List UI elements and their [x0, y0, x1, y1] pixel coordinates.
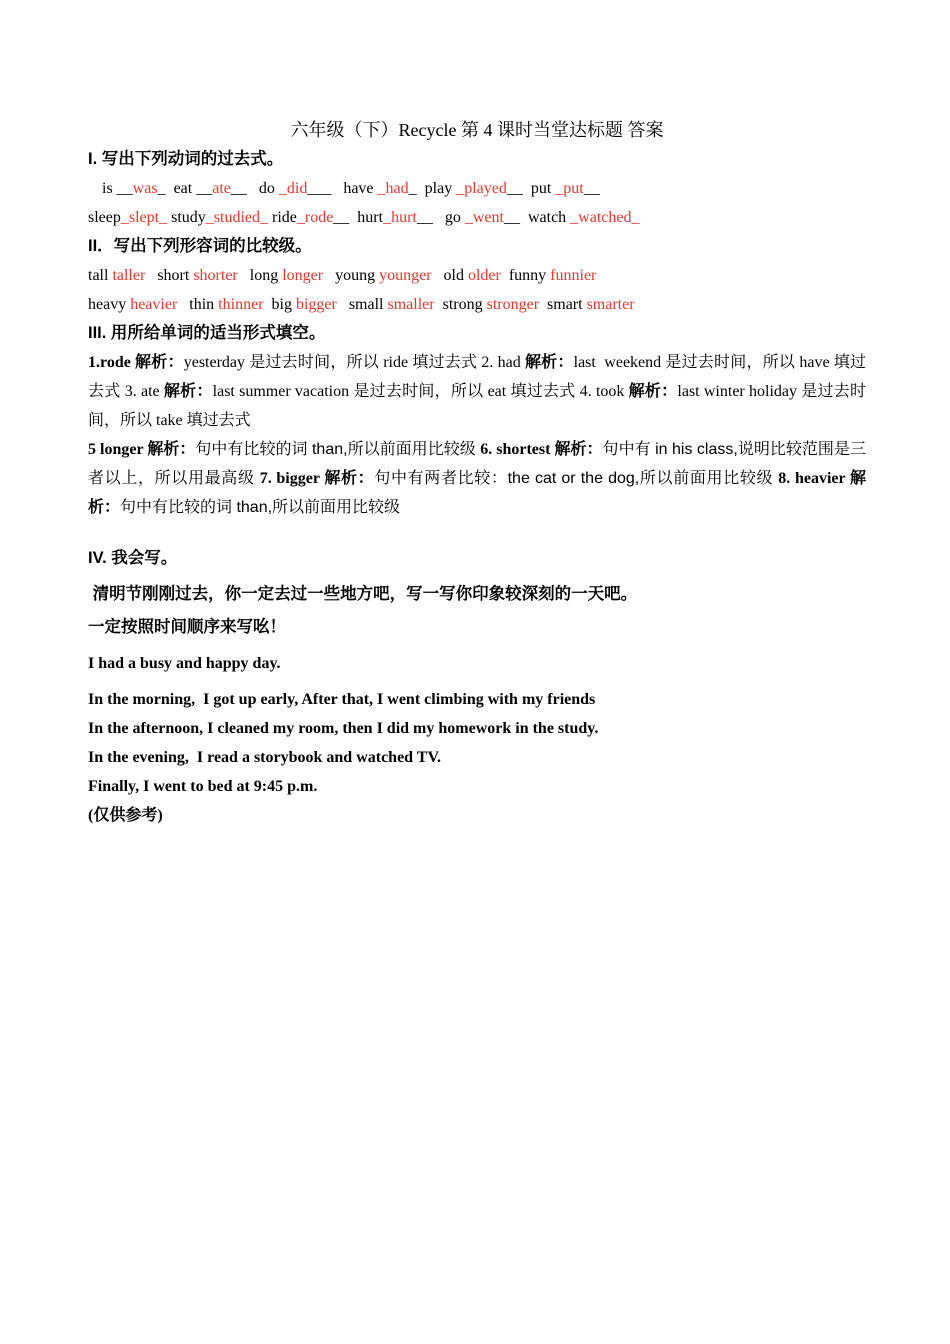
text-segment: 5 longer — [88, 441, 148, 458]
section-verbs — [88, 145, 866, 232]
fill-blanks-explanation-1-4 — [88, 348, 866, 435]
text-segment: small — [336, 296, 388, 313]
text-segment: funnier — [550, 267, 597, 284]
text-segment: smaller — [387, 296, 435, 313]
text-segment: _studied_ — [205, 209, 268, 226]
text-segment: __ — [230, 180, 259, 197]
text-segment: study — [167, 209, 206, 226]
section-writing-heading: IV. 我会写。 — [88, 549, 178, 567]
text-segment: smarter — [586, 296, 635, 313]
text-segment: hurt — [357, 209, 384, 226]
text-segment: big — [263, 296, 296, 313]
text-segment: have — [343, 180, 378, 197]
text-segment: eat __ — [173, 180, 213, 197]
section-fill-blanks — [88, 319, 866, 522]
text-segment: shorter — [193, 267, 238, 284]
text-segment: 解析： — [147, 441, 196, 458]
text-segment: ___ — [307, 180, 344, 197]
text-segment: last winter holiday 是过去时间，所以 take 填过去式 — [88, 383, 866, 429]
text-segment: 句中有 in his class,说明比较范围是三者以上，所以用最高级 — [88, 441, 866, 487]
text-segment: heavy — [88, 296, 131, 313]
text-segment: bigger — [295, 296, 337, 313]
text-segment: go — [444, 209, 465, 226]
text-segment: 6. shortest — [480, 441, 555, 458]
essay-sentence-4: In the evening, I read a storybook and watched TV. — [88, 749, 441, 766]
text-segment: __ — [416, 209, 445, 226]
text-segment: tall — [88, 267, 113, 284]
text-segment: _slept_ — [120, 209, 168, 226]
text-segment: longer — [282, 267, 324, 284]
text-segment: smart — [539, 296, 587, 313]
text-segment: 句中有比较的词 than,所以前面用比较级 — [120, 499, 401, 516]
text-segment: sleep — [88, 209, 121, 226]
text-segment: thinner — [218, 296, 264, 313]
text-segment: older — [467, 267, 501, 284]
text-segment: taller — [112, 267, 146, 284]
text-segment: funny — [500, 267, 551, 284]
document-title: 六年级（下）Recycle 第 4 课时当堂达标题 答案 — [290, 120, 664, 140]
text-segment: ate — [212, 180, 231, 197]
section-comparatives-heading: II．写出下列形容词的比较级。 — [88, 237, 312, 255]
text-segment: younger — [379, 267, 432, 284]
text-segment: _put — [555, 180, 584, 197]
text-segment: was — [132, 180, 158, 197]
text-segment: play — [424, 180, 457, 197]
text-segment: strong — [434, 296, 487, 313]
text-segment: __ — [503, 209, 528, 226]
text-segment: long — [237, 267, 283, 284]
text-segment: _did — [278, 180, 308, 197]
text-segment: 解析： — [135, 354, 184, 371]
essay-sentence-5: Finally, I went to bed at 9:45 p.m. — [88, 778, 318, 795]
text-segment: is __ — [102, 180, 133, 197]
text-segment: last summer vacation 是过去时间，所以 eat 填过去式 4. took — [212, 383, 629, 400]
verbs-line-2 — [88, 203, 866, 232]
text-segment: _ — [157, 180, 174, 197]
text-segment: _went — [464, 209, 504, 226]
text-segment: young — [323, 267, 380, 284]
essay-sentence-1: I had a busy and happy day. — [88, 655, 281, 672]
text-segment: 解析： — [628, 383, 678, 400]
text-segment: stronger — [486, 296, 540, 313]
text-segment: 句中有比较的词 than,所以前面用比较级 — [195, 441, 481, 458]
text-segment: _rode — [296, 209, 334, 226]
text-segment: 解析： — [554, 441, 603, 458]
section-fill-blanks-heading: III. 用所给单词的适当形式填空。 — [88, 324, 326, 342]
text-segment: 句中有两者比较：the cat or the dog,所以前面用比较级 — [374, 470, 779, 487]
text-segment: _watched_ — [570, 209, 640, 226]
text-segment: watch — [527, 209, 571, 226]
comparatives-line-1 — [88, 261, 866, 290]
comparatives-line-2 — [88, 290, 866, 319]
text-segment: __ — [506, 180, 531, 197]
text-segment: _ — [408, 180, 425, 197]
text-segment: 解析： — [163, 383, 213, 400]
section-verbs-heading: I. 写出下列动词的过去式。 — [88, 150, 284, 168]
text-segment: put — [530, 180, 556, 197]
text-segment: ride — [267, 209, 297, 226]
text-segment: 解析： — [524, 354, 574, 371]
text-segment: __ — [333, 209, 358, 226]
text-segment: __ — [583, 180, 600, 197]
text-segment: 解析： — [88, 470, 866, 516]
text-segment: last weekend 是过去时间，所以 have 填过去式 3. ate — [88, 354, 866, 400]
text-segment: do — [258, 180, 279, 197]
essay-reference-note: (仅供参考) — [88, 807, 163, 824]
text-segment: heavier — [130, 296, 178, 313]
text-segment: short — [145, 267, 194, 284]
verbs-line-1 — [88, 174, 866, 203]
section-writing — [88, 544, 866, 830]
fill-blanks-explanation-5-8 — [88, 435, 866, 522]
text-segment: thin — [177, 296, 219, 313]
writing-prompt-2: 一定按照时间顺序来写吆！ — [88, 618, 286, 636]
text-segment: 解析： — [324, 470, 375, 487]
section-comparatives — [88, 232, 866, 319]
text-segment: old — [431, 267, 468, 284]
text-segment: 8. heavier — [778, 470, 850, 487]
text-segment: _played — [456, 180, 507, 197]
text-segment: 7. bigger — [259, 470, 325, 487]
text-segment: _had — [377, 180, 409, 197]
writing-prompt-1: 清明节刚刚过去，你一定去过一些地方吧，写一写你印象较深刻的一天吧。 — [88, 585, 638, 603]
text-segment: 1.rode — [88, 354, 136, 371]
essay-sentence-3: In the afternoon, I cleaned my room, then I did my homework in the study. — [88, 720, 599, 737]
text-segment: _hurt — [383, 209, 417, 226]
text-segment: yesterday 是过去时间，所以 ride 填过去式 2. had — [183, 354, 525, 371]
essay-sentence-2: In the morning, I got up early, After that, I went climbing with my friends — [88, 691, 596, 708]
